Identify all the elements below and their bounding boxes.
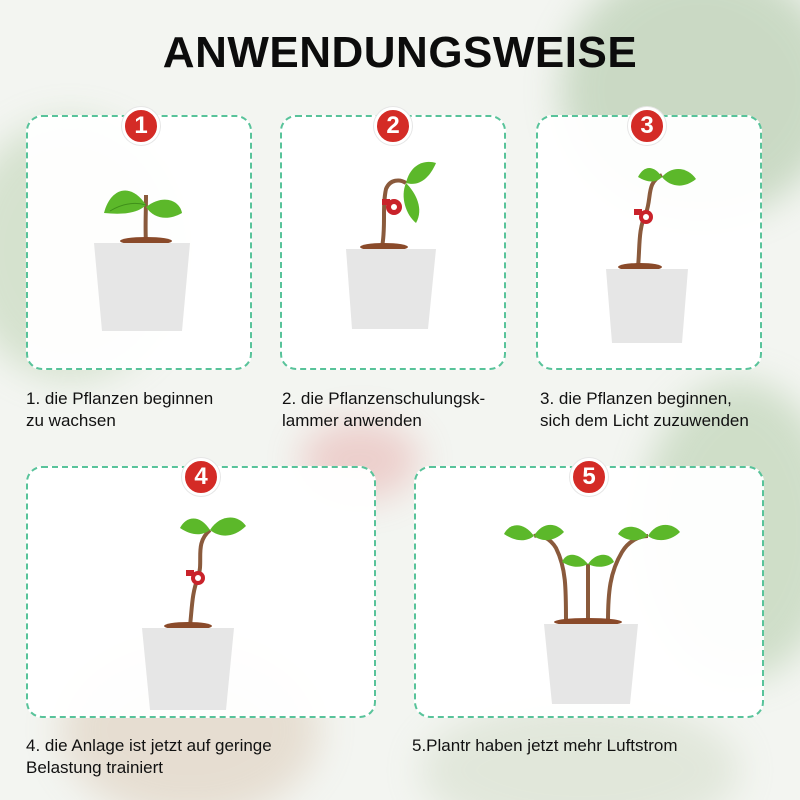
page-title: ANWENDUNGSWEISE (162, 28, 638, 77)
step-5-panel (414, 463, 764, 718)
step-2-panel (280, 112, 506, 370)
seedling-in-pot-icon (28, 117, 250, 368)
step-3-panel (536, 112, 762, 370)
step-1-caption: 1. die Pflanzen beginnen zu wachsen (26, 389, 214, 430)
clip-on-stem-icon (282, 117, 504, 368)
step-4-panel (26, 463, 376, 718)
step-3-caption: 3. die Pflanzen beginnen, sich dem Licht zuzuwenden (540, 389, 749, 430)
step-4-caption: 4. die Anlage ist jetzt auf geringe Belastung trainiert (26, 736, 272, 777)
step-3-badge: 3 (628, 107, 666, 145)
step-2-caption: 2. die Pflanzenschulungsk- lammer anwenden (282, 389, 486, 430)
step-1-panel (26, 112, 252, 370)
bending-seedling-icon (538, 117, 760, 368)
three-seedlings-icon (416, 468, 762, 716)
step-2-badge: 2 (374, 107, 412, 145)
trained-seedling-icon (28, 468, 374, 716)
step-5-badge: 5 (570, 458, 608, 496)
step-1-badge: 1 (122, 107, 160, 145)
step-4-badge: 4 (182, 458, 220, 496)
step-5-caption: 5.Plantr haben jetzt mehr Luftstrom (412, 736, 678, 755)
